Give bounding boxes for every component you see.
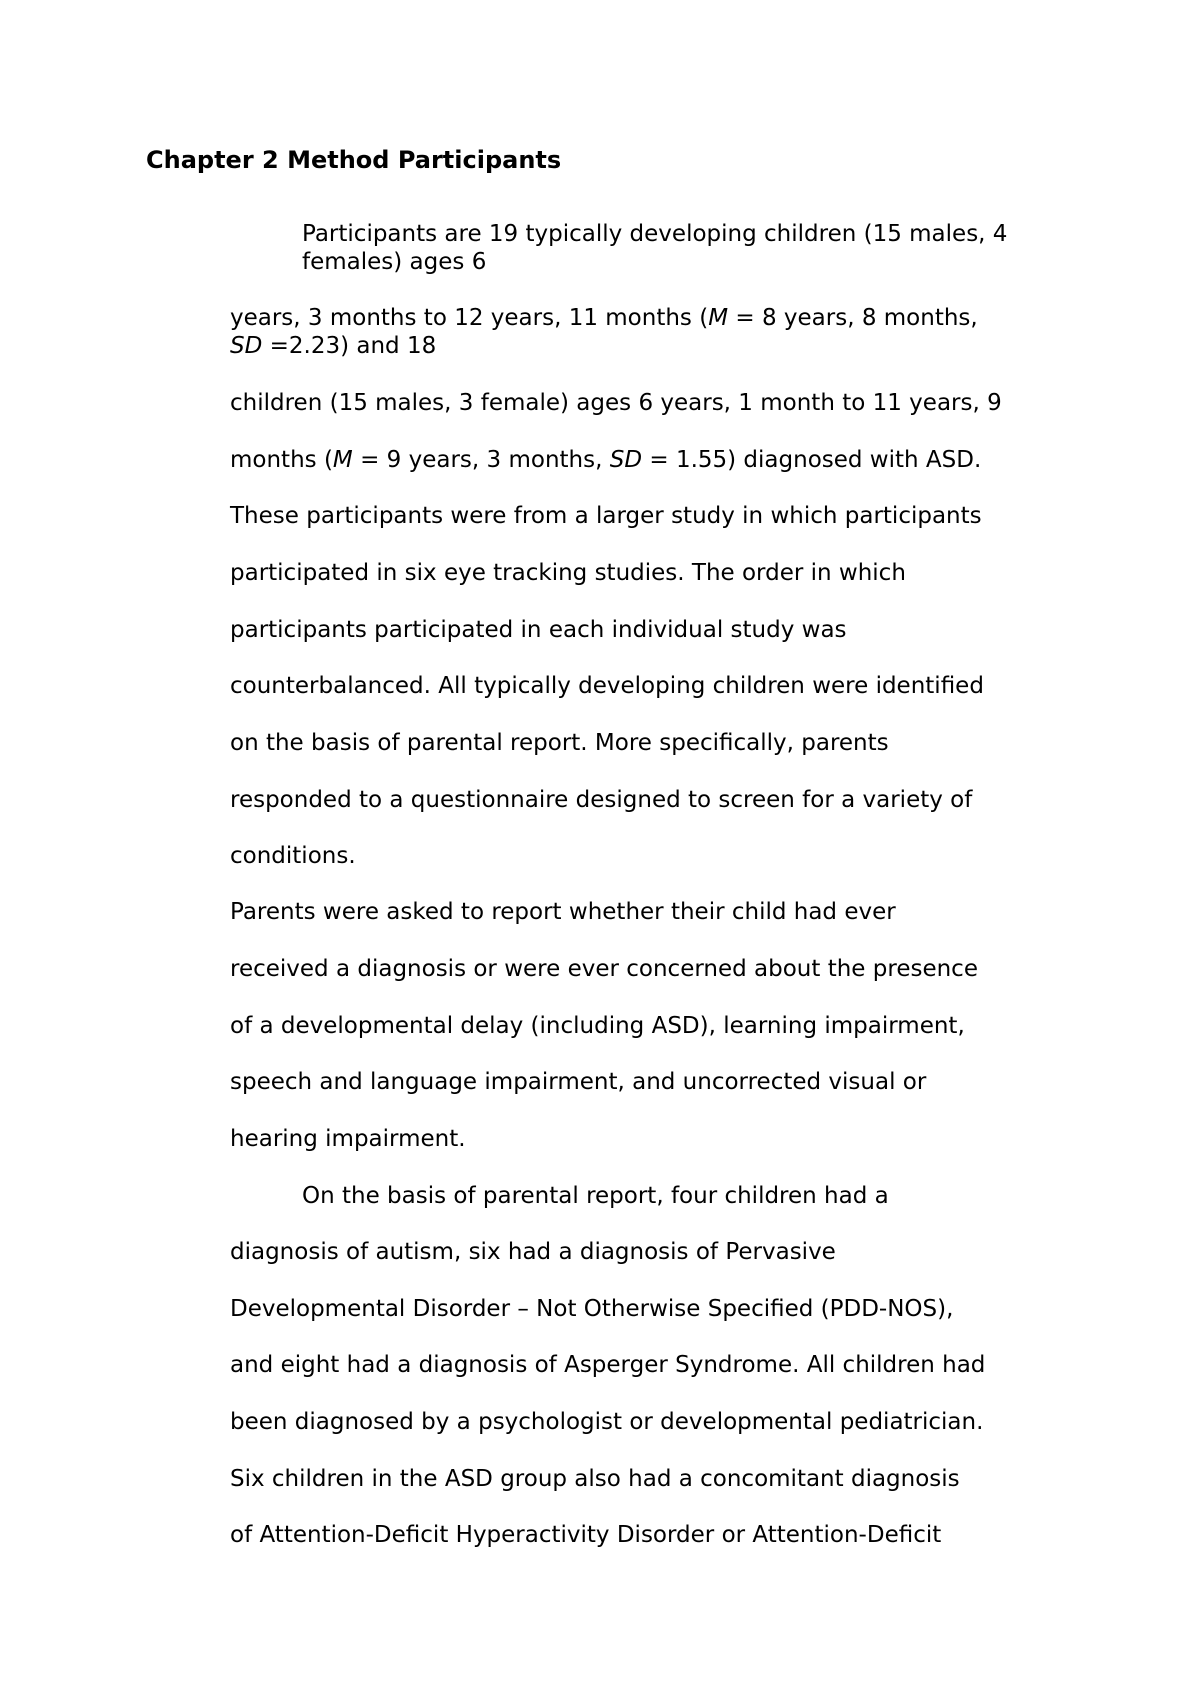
text-line: of a developmental delay (including ASD), learning impairment, [230, 1013, 965, 1039]
text-span: = 8 years, 8 months, [728, 305, 978, 331]
mean-symbol: M [708, 305, 729, 331]
text-line: of Attention-Deficit Hyperactivity Disorder or Attention-Deficit [230, 1522, 942, 1548]
text-line: participants participated in each individual study was [230, 617, 847, 643]
text-line: Participants are 19 typically developing children (15 males, 4 [302, 221, 1008, 247]
text-line: received a diagnosis or were ever concerned about the presence [230, 956, 978, 982]
mean-symbol: M [332, 447, 353, 473]
text-line: Parents were asked to report whether their child had ever [230, 899, 896, 925]
text-line: On the basis of parental report, four children had a [302, 1183, 889, 1209]
text-span: = 9 years, 3 months, [352, 447, 610, 473]
sd-symbol: SD [609, 447, 643, 473]
text-line: counterbalanced. All typically developing children were identified [230, 673, 984, 699]
text-line [230, 332, 436, 360]
text-line: diagnosis of autism, six had a diagnosis of Pervasive [230, 1239, 836, 1265]
text-line: females) ages 6 [302, 249, 487, 275]
text-line: children (15 males, 3 female) ages 6 years, 1 month to 11 years, 9 [230, 390, 1002, 416]
text-line: and eight had a diagnosis of Asperger Syndrome. All children had [230, 1352, 986, 1378]
text-line: conditions. [230, 843, 356, 869]
text-span: months ( [230, 447, 333, 473]
text-line: Six children in the ASD group also had a concomitant diagnosis [230, 1466, 960, 1492]
text-line [230, 446, 981, 474]
text-line: been diagnosed by a psychologist or developmental pediatrician. [230, 1409, 984, 1435]
text-line [230, 304, 978, 332]
text-line: responded to a questionnaire designed to screen for a variety of [230, 787, 973, 813]
text-span: years, 3 months to 12 years, 11 months ( [230, 305, 709, 331]
page-heading: Chapter 2 Method Participants [146, 146, 562, 174]
text-line: hearing impairment. [230, 1126, 466, 1152]
text-line: speech and language impairment, and uncorrected visual or [230, 1069, 927, 1095]
text-line: participated in six eye tracking studies. The order in which [230, 560, 906, 586]
text-line: These participants were from a larger study in which participants [230, 503, 982, 529]
text-line: Developmental Disorder – Not Otherwise Specified (PDD-NOS), [230, 1296, 954, 1322]
text-span: = 1.55) diagnosed with ASD. [642, 447, 982, 473]
sd-symbol: SD [230, 333, 263, 359]
text-span: =2.23) and 18 [262, 333, 437, 359]
text-line: on the basis of parental report. More specifically, parents [230, 730, 889, 756]
